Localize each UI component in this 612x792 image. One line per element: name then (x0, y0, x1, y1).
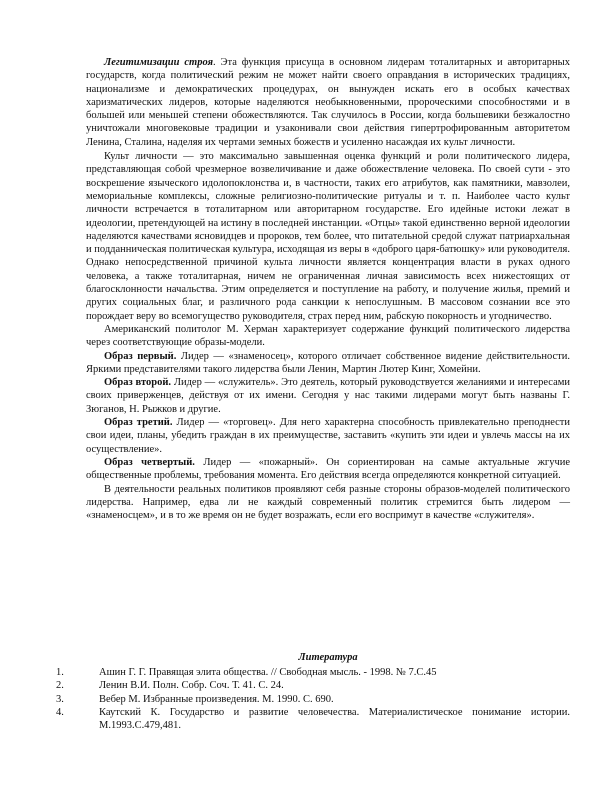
paragraph-personality-cult (86, 150, 570, 323)
paragraph-lead: Образ первый. (104, 350, 177, 362)
paragraph-text: . Эта функция присуща в основном лидерам тоталитарных и авторитарных государств, когда политический режим не может найти своего оправдания в исторических традициях, национализме и демократических процедурах, он вынужден искать его в особых качествах харизматических лидеров, которые наделяются необыкновенными, пророческими способностями и в большей или меньшей степени обожествляются. Так случилось в России, когда большевики безжалостно уничтожали многовековые традиции и узаконивали свои действия гипертрофированным авторитетом Ленина, Сталина, наделяя их чертами земных божеств и усиленно насаждая их культ личности. (86, 57, 570, 148)
paragraph-text: Американский политолог М. Херман характеризует содержание функций политического лидерства через соответствующие образы-модели. (86, 323, 570, 349)
paragraph-image-first (86, 350, 570, 377)
literature-item-number: 2. (56, 680, 64, 692)
literature-item-text: Вебер М. Избранные произведения. М. 1990. С. 690. (99, 693, 334, 705)
paragraph-text: Культ личности — это максимально завышенная оценка функций и роли политического лидера, представляющая собой чрезмерное возвеличивание и даже обожествление человека. По своей сути - это воскрешение языческого идолопоклонства и, в частности, таких его атрибутов, как памятники, мавзолеи, мемориальные комплексы, сложные религиозно-политические ритуалы и т. п. Наиболее часто культ личности встречается в тоталитарном или авторитарном государстве. Его идейные истоки лежат в идеологии, претендующей на истину в последней инстанции. «Отцы» такой единственно верной идеологии наделяются качествами ясновидцев и пророков, тем более, что питательной средой служат патриархальная и подданническая политическая культура, исходящая из веры в «доброго царя-батюшку» или руководителя. Однако непосредственной причиной культа личности является концентрация власти в руках одного человека, а также тоталитарная, ничем не ограниченная личная зависимость всех нижестоящих от благосклонности начальства. Этим определяется и поступление на работу, и получение жилья, премий и других социальных благ, и различного рода санкции к непослушным. В массовом сознании все это порождает веру во всемогущество руководителя, страх перед ним, рабскую покорность и угодничество. (86, 151, 570, 322)
paragraph-image-third (86, 416, 570, 456)
paragraph-lead: Образ третий. (104, 417, 173, 429)
literature-item-text: Ленин В.И. Полн. Собр. Соч. Т. 41. С. 24. (99, 680, 284, 692)
literature-title: Литература (298, 652, 358, 663)
literature-item (56, 679, 570, 692)
document-body (86, 56, 570, 522)
paragraph-lead: Образ второй. (104, 377, 172, 389)
paragraph-herman (86, 323, 570, 350)
literature-list (56, 666, 570, 732)
paragraph-image-fourth (86, 456, 570, 483)
literature-item-number: 1. (56, 667, 64, 678)
paragraph-lead: Образ четвертый. (104, 456, 195, 468)
literature-item (56, 706, 570, 733)
paragraph-text: Лидер — «пожарный». Он сориентирован на самые актуальные жгучие общественные проблемы, требования момента. Его действия всегда определяются конкретной ситуацией. (86, 456, 571, 482)
paragraph-text: В деятельности реальных политиков проявляют себя разные стороны образов-моделей политического лидерства. Например, едва ли не каждый современный политик стремится быть лидером — «знаменосцем», и в то же время он не будет возражать, если его воспримут в качестве «служителя». (86, 483, 570, 522)
paragraph-conclusion (86, 483, 570, 523)
literature-item-text: Каутский К. Государство и развитие человечества. Материалистическое понимание истории. М.1993.С.479,481. (99, 706, 570, 732)
literature-item-text: Ашин Г. Г. Правящая элита общества. // Свободная мысль. - 1998. № 7.С.45 (99, 667, 437, 678)
literature-item (56, 666, 570, 679)
paragraph-image-second (86, 376, 570, 416)
literature-item-number: 4. (56, 706, 64, 718)
paragraph-text: Лидер — «служитель». Это деятель, который руководствуется желаниями и интересами своих приверженцев, действуя от их имени. Сегодня у нас такими лидерами могут быть названы Г. Зюганов, Н. Рыжков и другие. (86, 377, 571, 415)
paragraph-legitimization (86, 56, 570, 149)
literature-item-number: 3. (56, 693, 64, 705)
paragraph-lead: Легитимизации строя (104, 57, 213, 68)
paragraph-text: Лидер — «знаменосец», которого отличает собственное видение действительности. Яркими представителями такого лидерства были Ленин, Мартин Лютер Кинг, Хомейни. (86, 350, 570, 375)
literature-item (56, 693, 570, 706)
paragraph-text: Лидер — «торговец». Для него характерна способность привлекательно преподнести свои идеи, планы, убедить граждан в их преимуществе, заставить «купить эти идеи и увлечь массы на их осуществление». (86, 417, 570, 455)
